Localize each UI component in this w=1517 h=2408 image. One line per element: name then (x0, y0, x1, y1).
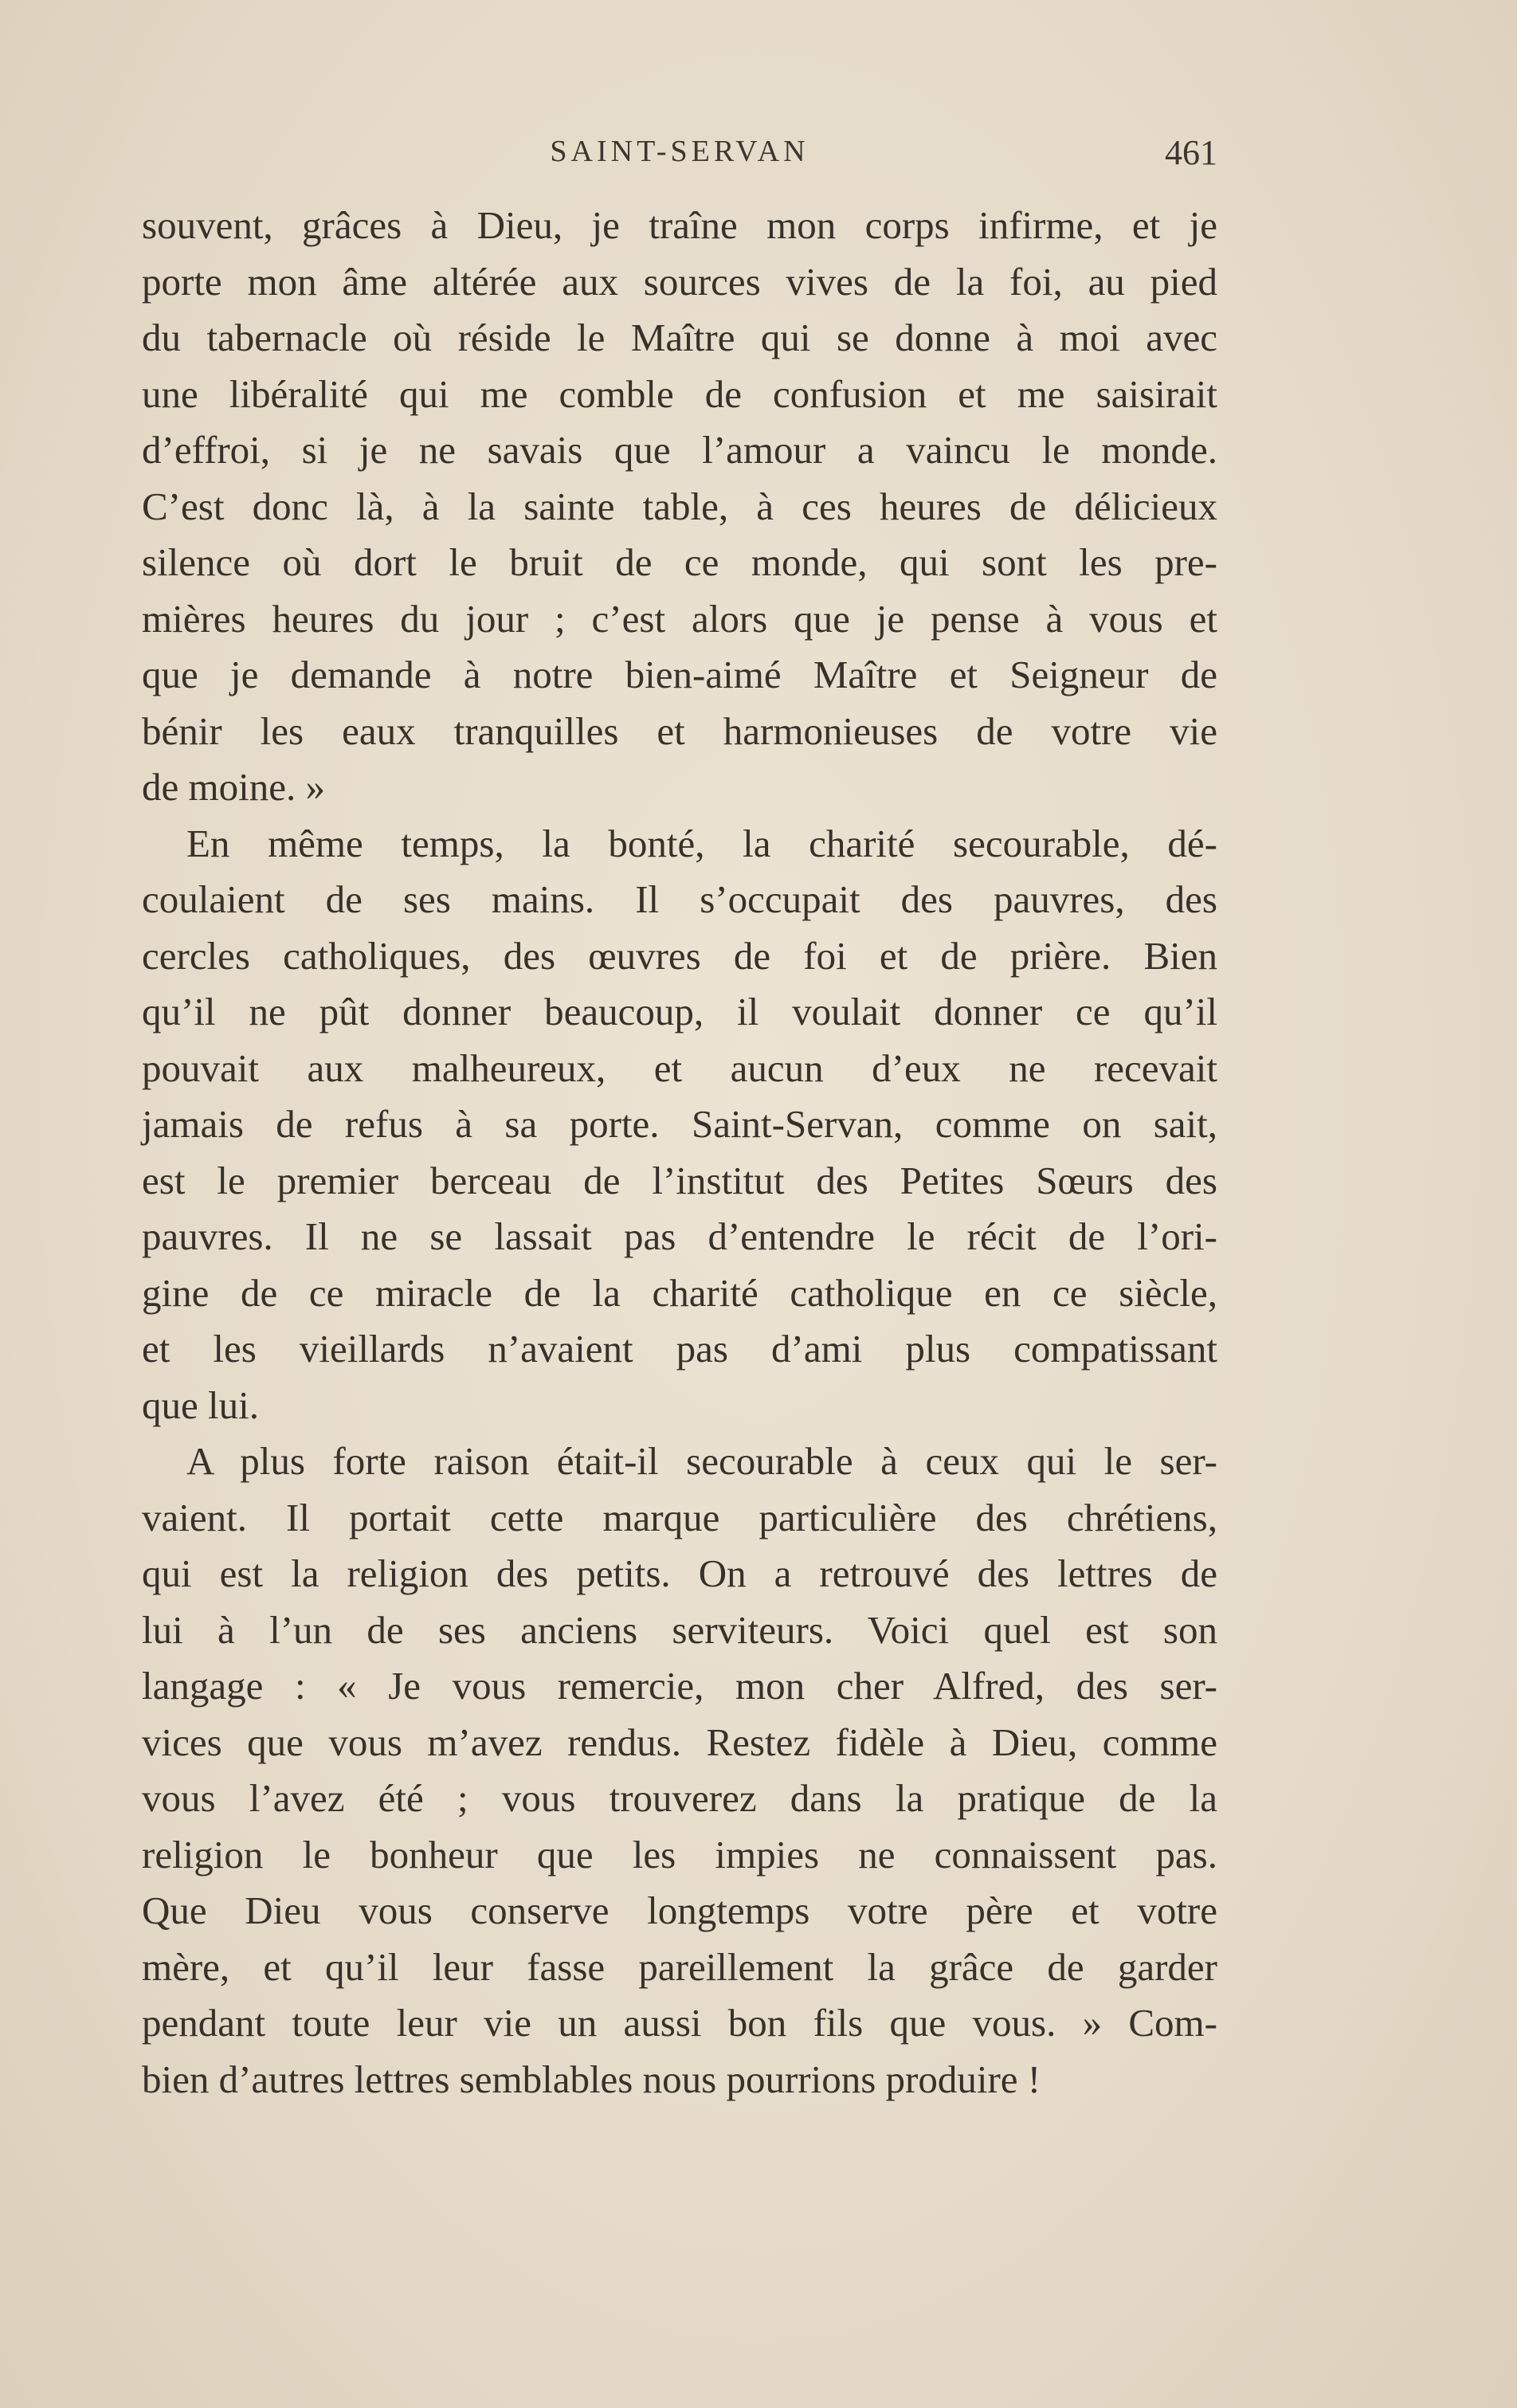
text-line: pouvait aux malheureux, et aucun d’eux ne recevait (142, 1045, 1217, 1090)
paragraph-start-line: A plus forte raison était-il secourable à ceux qui le ser- (186, 1439, 1217, 1483)
text-line: mère, et qu’il leur fasse pareillement la grâce de garder (142, 1944, 1217, 1989)
text-line: d’effroi, si je ne savais que l’amour a vaincu le monde. (142, 428, 1217, 472)
text-line: est le premier berceau de l’institut des Petites Sœurs des (142, 1158, 1217, 1202)
paragraph-start-line: En même temps, la bonté, la charité secourable, dé- (186, 821, 1217, 865)
text-line: souvent, grâces à Dieu, je traîne mon corps infirme, et je (142, 203, 1217, 247)
text-line: pauvres. Il ne se lassait pas d’entendre le récit de l’ori- (142, 1214, 1217, 1258)
text-line: langage : « Je vous remercie, mon cher Alfred, des ser- (142, 1664, 1217, 1708)
page-header (142, 127, 1217, 183)
text-line: lui à l’un de ses anciens serviteurs. Voici quel est son (142, 1607, 1217, 1652)
text-line: pendant toute leur vie un aussi bon fils que vous. » Com- (142, 2001, 1217, 2045)
text-line: du tabernacle où réside le Maître qui se donne à moi avec (142, 316, 1217, 359)
text-line: religion le bonheur que les impies ne connaissent pas. (142, 1832, 1217, 1877)
text-line: et les vieillards n’avaient pas d’ami plus compatissant (142, 1327, 1217, 1371)
text-line: vices que vous m’avez rendus. Restez fidèle à Dieu, comme (142, 1720, 1217, 1764)
text-line: jamais de refus à sa porte. Saint-Servan, comme on sait, (142, 1102, 1217, 1146)
text-line: Que Dieu vous conserve longtemps votre père et votre (142, 1888, 1217, 1932)
text-line: coulaient de ses mains. Il s’occupait des pauvres, des (142, 877, 1217, 921)
text-line: mières heures du jour ; c’est alors que je pense à vous et (142, 596, 1217, 641)
text-line: que je demande à notre bien-aimé Maître et Seigneur de (142, 653, 1217, 696)
text-line: bien d’autres lettres semblables nous pourrions produire ! (142, 2057, 1041, 2101)
text-line: une libéralité qui me comble de confusion et me saisirait (142, 371, 1217, 416)
text-line: de moine. » (142, 765, 325, 809)
body-text (142, 198, 1217, 2108)
text-line: qu’il ne pût donner beaucoup, il voulait donner ce qu’il (142, 990, 1217, 1033)
text-line: que lui. (142, 1382, 259, 1427)
running-head: SAINT-SERVAN (550, 135, 809, 168)
text-line: vous l’avez été ; vous trouverez dans la pratique de la (142, 1776, 1217, 1820)
text-line: gine de ce miracle de la charité catholique en ce siècle, (142, 1270, 1217, 1315)
text-line: silence où dort le bruit de ce monde, qui sont les pre- (142, 540, 1217, 584)
page-number: 461 (1165, 133, 1217, 172)
text-line: porte mon âme altérée aux sources vives de la foi, au pied (142, 259, 1217, 304)
text-line: vaient. Il portait cette marque particulière des chrétiens, (142, 1495, 1217, 1539)
text-line: bénir les eaux tranquilles et harmonieuses de votre vie (142, 708, 1217, 753)
text-line: cercles catholiques, des œuvres de foi et de prière. Bien (142, 933, 1217, 978)
text-line: C’est donc là, à la sainte table, à ces heures de délicieux (142, 484, 1217, 528)
text-line: qui est la religion des petits. On a retrouvé des lettres de (142, 1551, 1217, 1595)
